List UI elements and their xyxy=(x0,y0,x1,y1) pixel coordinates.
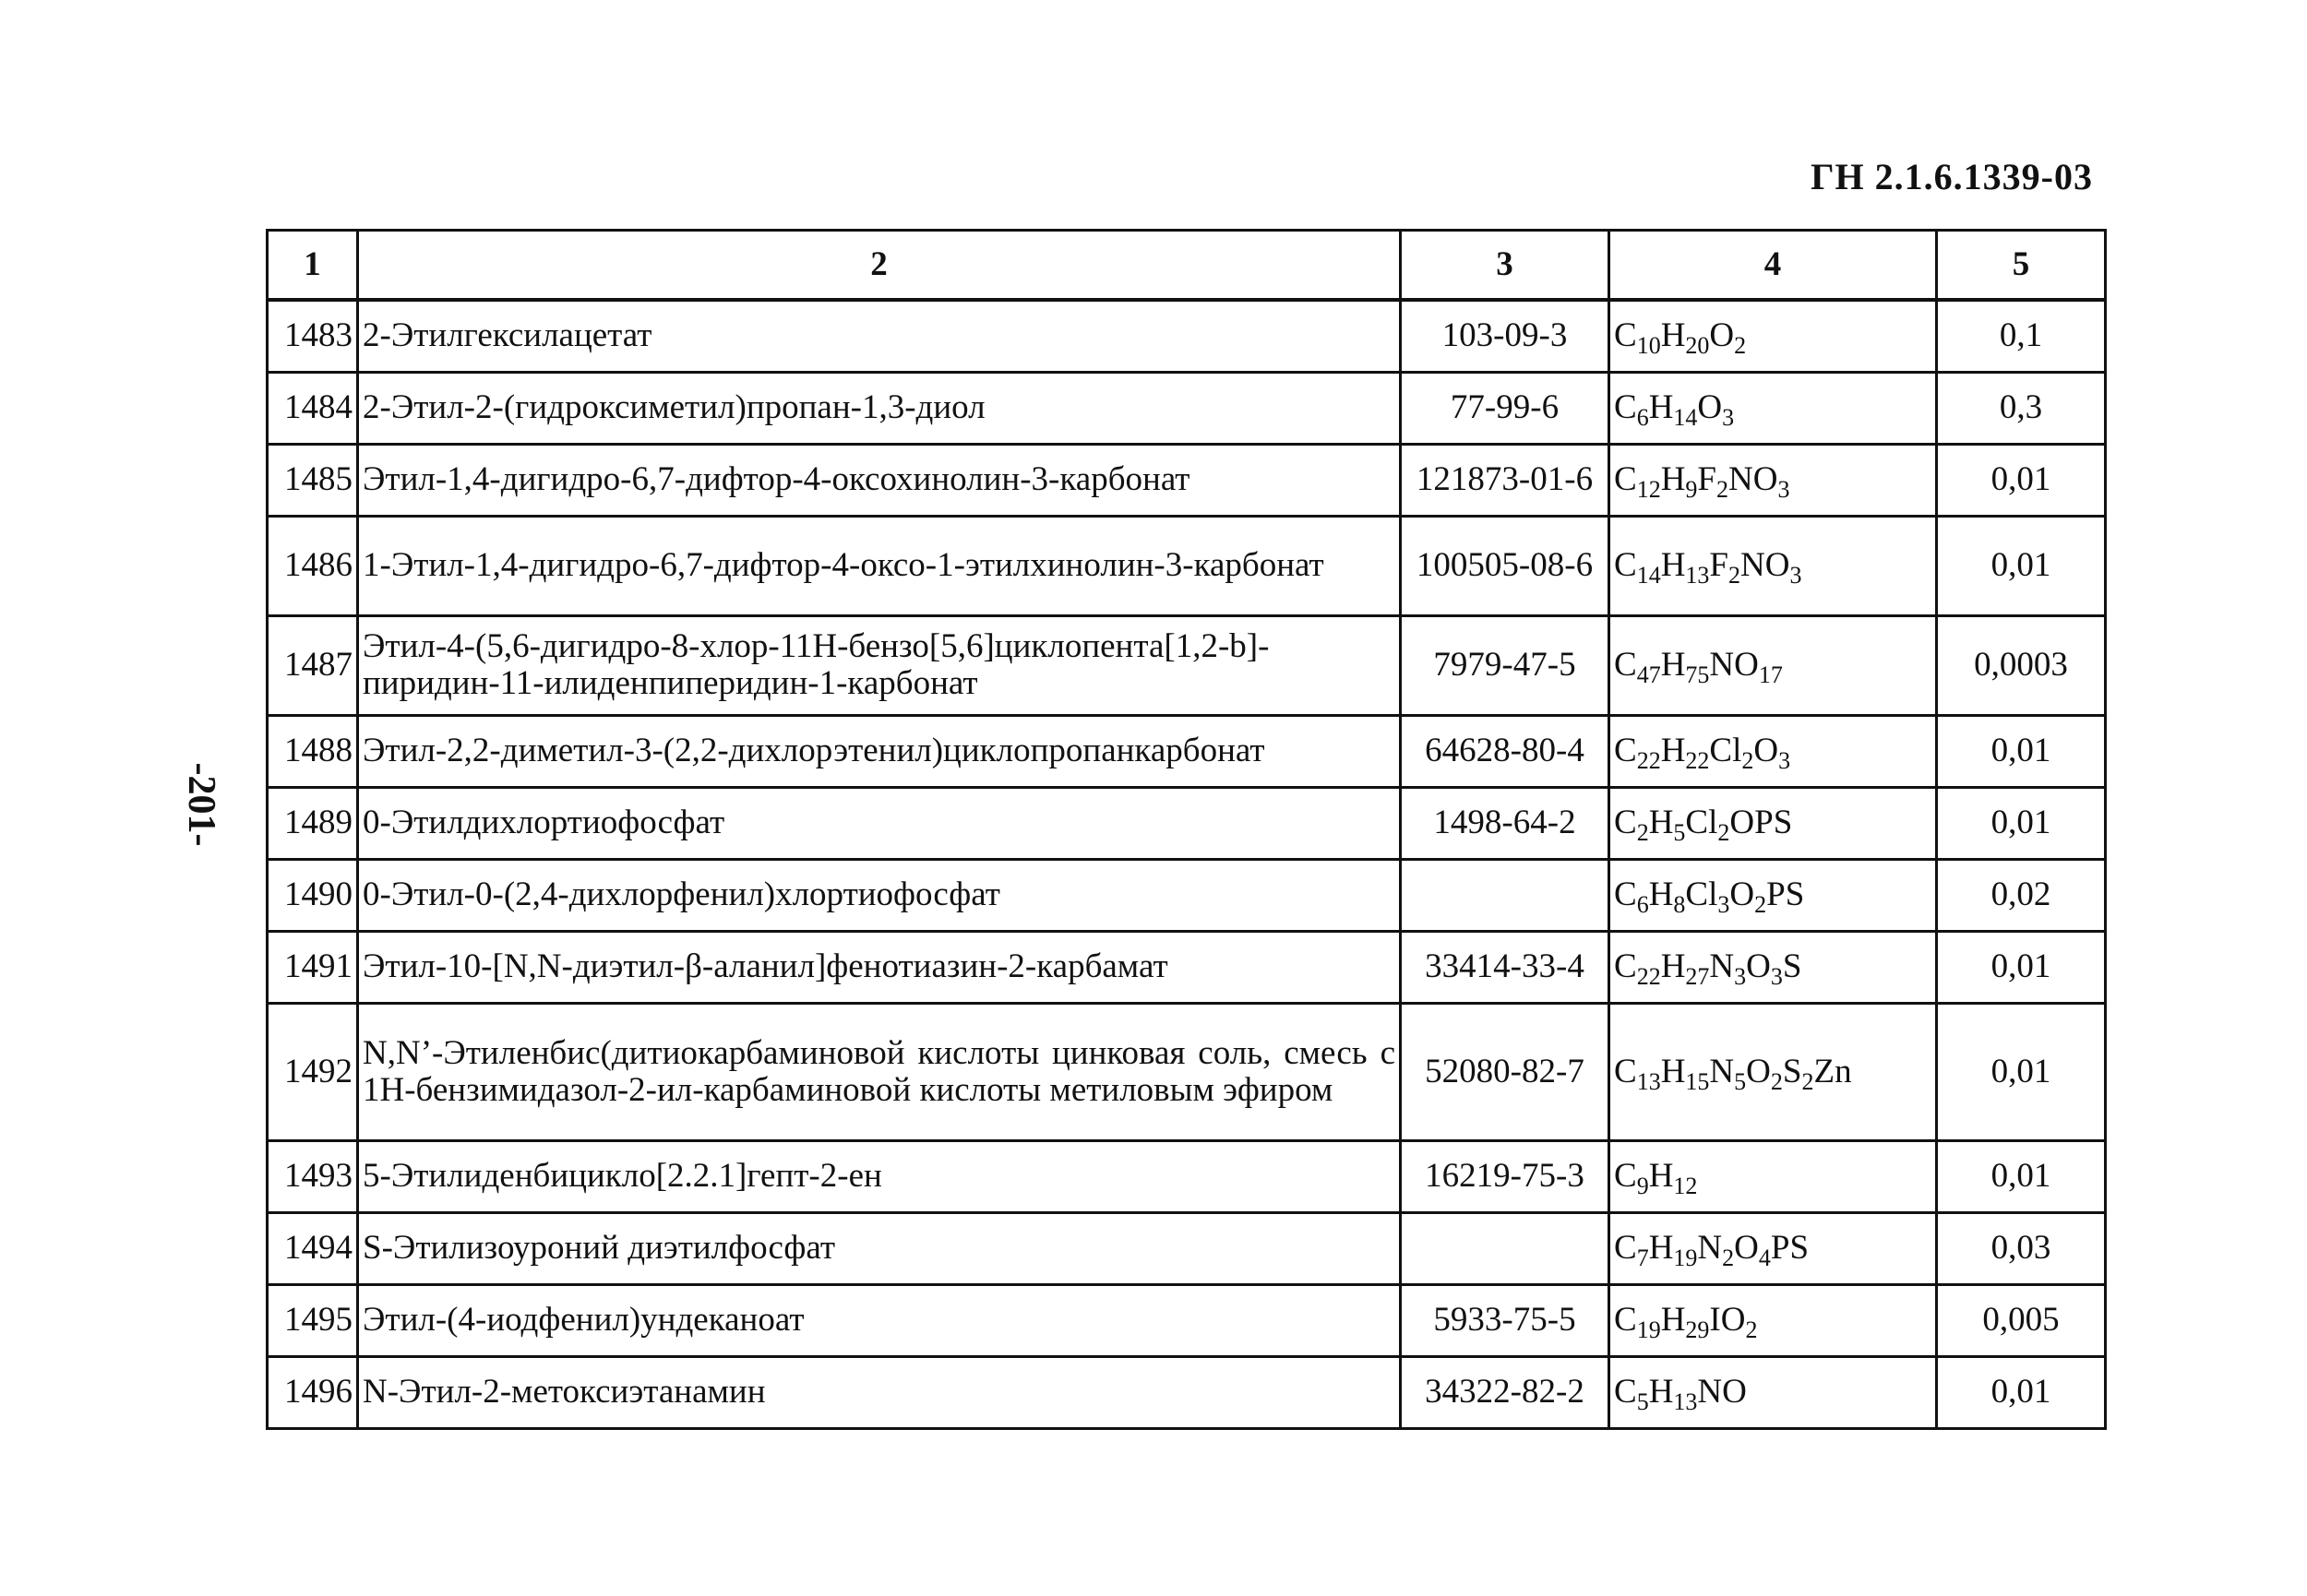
formula-element: C xyxy=(1614,388,1637,426)
limit-value-cell: 0,02 xyxy=(1937,859,2106,931)
limit-value-cell: 0,01 xyxy=(1937,1003,2106,1140)
cas-number-cell xyxy=(1401,1212,1609,1284)
formula-subscript: 14 xyxy=(1636,562,1661,589)
formula-element: C xyxy=(1614,460,1637,498)
formula-element: Cl xyxy=(1709,732,1742,769)
substance-name-cell: N,N’-Этиленбис(дитиокарбаминовой кислоты цинковая соль, смесь с 1Н-бензимидазол-2-ил-карбаминовой кислоты метиловым эфиром xyxy=(358,1003,1401,1140)
formula-element: C xyxy=(1614,732,1637,769)
row-number-cell: 1484 xyxy=(268,372,358,444)
formula-element: Cl xyxy=(1685,804,1718,841)
cas-number-cell: 100505-08-6 xyxy=(1401,516,1609,615)
formula-subscript: 6 xyxy=(1636,404,1649,431)
limit-value-cell: 0,0003 xyxy=(1937,615,2106,715)
formula-element: O xyxy=(1753,732,1779,769)
formula-subscript: 13 xyxy=(1685,562,1710,589)
formula-element: N xyxy=(1697,1229,1723,1267)
formula-element: S xyxy=(1782,947,1802,985)
formula-element: H xyxy=(1648,875,1674,913)
formula-subscript: 4 xyxy=(1758,1245,1771,1271)
formula-element: NO xyxy=(1697,1373,1747,1411)
formula-subscript: 22 xyxy=(1636,963,1661,990)
header-row xyxy=(268,231,2106,301)
table-body xyxy=(268,300,2106,1428)
formula-element: H xyxy=(1660,1052,1686,1090)
formula-subscript: 12 xyxy=(1636,476,1661,503)
formula-element: NO xyxy=(1709,646,1759,684)
formula-cell xyxy=(1609,1356,1937,1428)
row-number-cell: 1490 xyxy=(268,859,358,931)
row-number-cell: 1494 xyxy=(268,1212,358,1284)
substances-table xyxy=(266,229,2107,1430)
formula-subscript: 2 xyxy=(1745,1316,1758,1343)
table-row xyxy=(268,300,2106,372)
formula-element: C xyxy=(1614,947,1637,985)
cas-number-cell: 64628-80-4 xyxy=(1401,715,1609,787)
formula-element: C xyxy=(1614,1373,1637,1411)
formula-subscript: 7 xyxy=(1636,1245,1649,1271)
formula-subscript: 19 xyxy=(1673,1245,1698,1271)
formula-subscript: 75 xyxy=(1685,661,1710,688)
formula-subscript: 3 xyxy=(1789,562,1802,589)
cas-number-cell: 7979-47-5 xyxy=(1401,615,1609,715)
formula-subscript: 2 xyxy=(1728,562,1740,589)
row-number-cell: 1489 xyxy=(268,787,358,859)
limit-value-cell: 0,01 xyxy=(1937,787,2106,859)
formula-subscript: 2 xyxy=(1734,332,1747,360)
formula-subscript: 5 xyxy=(1673,819,1686,846)
formula-subscript: 3 xyxy=(1777,476,1790,503)
formula-element: H xyxy=(1648,1229,1674,1267)
substance-name-cell: Этил-2,2-диметил-3-(2,2-дихлорэтенил)циклопропанкарбонат xyxy=(358,715,1401,787)
formula-subscript: 17 xyxy=(1758,661,1783,688)
formula-element: H xyxy=(1660,316,1686,355)
row-number-cell: 1496 xyxy=(268,1356,358,1428)
substance-name-cell: 5-Этилиденбицикло[2.2.1]гепт-2-ен xyxy=(358,1140,1401,1212)
row-number-cell: 1488 xyxy=(268,715,358,787)
limit-value-cell: 0,3 xyxy=(1937,372,2106,444)
table-row xyxy=(268,859,2106,931)
row-number-cell: 1485 xyxy=(268,444,358,516)
table-row xyxy=(268,787,2106,859)
formula-element: H xyxy=(1660,460,1686,498)
formula-element: IO xyxy=(1709,1301,1746,1339)
formula-element: C xyxy=(1614,1157,1637,1195)
cas-number-cell: 121873-01-6 xyxy=(1401,444,1609,516)
formula-cell xyxy=(1609,1212,1937,1284)
page-number-text: -201- xyxy=(180,762,222,847)
formula-cell xyxy=(1609,444,1937,516)
formula-element: O xyxy=(1709,316,1735,355)
formula-subscript: 2 xyxy=(1741,747,1754,774)
formula-subscript: 2 xyxy=(1754,891,1767,918)
formula-element: H xyxy=(1648,804,1674,841)
table-row xyxy=(268,715,2106,787)
formula-element: H xyxy=(1660,1301,1686,1339)
formula-element: F xyxy=(1709,546,1728,584)
cas-number-cell xyxy=(1401,859,1609,931)
table-header xyxy=(268,231,2106,301)
formula-cell xyxy=(1609,372,1937,444)
table-row xyxy=(268,615,2106,715)
formula-element: H xyxy=(1660,646,1686,684)
cas-number-cell: 52080-82-7 xyxy=(1401,1003,1609,1140)
formula-subscript: 5 xyxy=(1636,1388,1649,1415)
table-row xyxy=(268,444,2106,516)
cas-number-cell: 5933-75-5 xyxy=(1401,1284,1609,1356)
formula-subscript: 12 xyxy=(1673,1173,1698,1199)
formula-subscript: 2 xyxy=(1722,1245,1735,1271)
formula-subscript: 13 xyxy=(1636,1067,1661,1095)
formula-element: NO xyxy=(1740,546,1790,584)
substance-name-cell: Этил-4-(5,6-дигидро-8-хлор-11Н-бензо[5,6]циклопента[1,2-b]-пиридин-11-илиденпиперидин-1-карбонат xyxy=(358,615,1401,715)
substance-name-cell: 2-Этил-2-(гидроксиметил)пропан-1,3-диол xyxy=(358,372,1401,444)
table-row xyxy=(268,1284,2106,1356)
formula-element: PS xyxy=(1770,1229,1810,1267)
column-header-2: 2 xyxy=(358,231,1401,301)
formula-cell xyxy=(1609,615,1937,715)
row-number-cell: 1483 xyxy=(268,300,358,372)
formula-cell xyxy=(1609,300,1937,372)
formula-subscript: 3 xyxy=(1734,963,1747,990)
formula-subscript: 14 xyxy=(1673,404,1698,431)
formula-subscript: 13 xyxy=(1673,1388,1698,1415)
formula-cell xyxy=(1609,715,1937,787)
formula-subscript: 2 xyxy=(1801,1067,1814,1095)
limit-value-cell: 0,01 xyxy=(1937,1356,2106,1428)
formula-element: H xyxy=(1660,732,1686,769)
cas-number-cell: 34322-82-2 xyxy=(1401,1356,1609,1428)
formula-cell xyxy=(1609,1140,1937,1212)
formula-element: H xyxy=(1660,947,1686,985)
formula-element: C xyxy=(1614,875,1637,913)
formula-element: C xyxy=(1614,1229,1637,1267)
row-number-cell: 1491 xyxy=(268,931,358,1003)
limit-value-cell: 0,01 xyxy=(1937,1140,2106,1212)
formula-cell xyxy=(1609,1003,1937,1140)
formula-subscript: 15 xyxy=(1685,1067,1710,1095)
formula-element: C xyxy=(1614,804,1637,841)
limit-value-cell: 0,01 xyxy=(1937,931,2106,1003)
substance-name-cell: 2-Этилгексилацетат xyxy=(358,300,1401,372)
formula-element: NO xyxy=(1728,460,1778,498)
table-row xyxy=(268,1003,2106,1140)
formula-element: OPS xyxy=(1729,804,1793,841)
formula-subscript: 22 xyxy=(1636,747,1661,774)
document-code: ГН 2.1.6.1339-03 xyxy=(1811,156,2093,197)
formula-element: S xyxy=(1782,1052,1802,1090)
formula-subscript: 8 xyxy=(1673,891,1686,918)
formula-subscript: 27 xyxy=(1685,963,1710,990)
substance-name-cell: 0-Этил-0-(2,4-дихлорфенил)хлортиофосфат xyxy=(358,859,1401,931)
formula-cell xyxy=(1609,931,1937,1003)
formula-subscript: 3 xyxy=(1722,404,1735,431)
formula-element: O xyxy=(1746,947,1771,985)
formula-element: C xyxy=(1614,316,1637,355)
formula-subscript: 10 xyxy=(1636,332,1661,360)
limit-value-cell: 0,03 xyxy=(1937,1212,2106,1284)
formula-subscript: 9 xyxy=(1685,476,1698,503)
cas-number-cell: 1498-64-2 xyxy=(1401,787,1609,859)
row-number-cell: 1492 xyxy=(268,1003,358,1140)
formula-subscript: 47 xyxy=(1636,661,1661,688)
substance-name-cell: Этил-(4-иодфенил)ундеканоат xyxy=(358,1284,1401,1356)
formula-element: F xyxy=(1697,460,1716,498)
formula-subscript: 6 xyxy=(1636,891,1649,918)
formula-subscript: 5 xyxy=(1734,1067,1747,1095)
formula-element: O xyxy=(1697,388,1723,426)
column-header-5: 5 xyxy=(1937,231,2106,301)
formula-subscript: 3 xyxy=(1717,891,1730,918)
formula-element: C xyxy=(1614,546,1637,584)
formula-element: Cl xyxy=(1685,875,1718,913)
row-number-cell: 1493 xyxy=(268,1140,358,1212)
formula-subscript: 2 xyxy=(1716,476,1728,503)
formula-element: Zn xyxy=(1813,1052,1852,1090)
column-header-4: 4 xyxy=(1609,231,1937,301)
formula-subscript: 9 xyxy=(1636,1173,1649,1199)
table-row xyxy=(268,1140,2106,1212)
table-row xyxy=(268,931,2106,1003)
formula-cell xyxy=(1609,1284,1937,1356)
formula-element: PS xyxy=(1766,875,1805,913)
formula-cell xyxy=(1609,787,1937,859)
substance-name-cell: 0-Этилдихлортиофосфат xyxy=(358,787,1401,859)
cas-number-cell: 33414-33-4 xyxy=(1401,931,1609,1003)
cas-number-cell: 16219-75-3 xyxy=(1401,1140,1609,1212)
row-number-cell: 1486 xyxy=(268,516,358,615)
formula-element: O xyxy=(1746,1052,1771,1090)
formula-subscript: 3 xyxy=(1778,747,1791,774)
limit-value-cell: 0,01 xyxy=(1937,444,2106,516)
cas-number-cell: 77-99-6 xyxy=(1401,372,1609,444)
limit-value-cell: 0,01 xyxy=(1937,715,2106,787)
table-row xyxy=(268,372,2106,444)
formula-element: N xyxy=(1709,947,1735,985)
substance-name-cell: N-Этил-2-метоксиэтанамин xyxy=(358,1356,1401,1428)
formula-subscript: 20 xyxy=(1685,332,1710,360)
limit-value-cell: 0,01 xyxy=(1937,516,2106,615)
table-row xyxy=(268,1356,2106,1428)
formula-subscript: 3 xyxy=(1770,963,1783,990)
formula-element: C xyxy=(1614,1052,1637,1090)
row-number-cell: 1495 xyxy=(268,1284,358,1356)
formula-subscript: 2 xyxy=(1717,819,1730,846)
formula-cell xyxy=(1609,516,1937,615)
formula-element: C xyxy=(1614,1301,1637,1339)
substance-name-cell: Этил-1,4-дигидро-6,7-дифтор-4-оксохинолин-3-карбонат xyxy=(358,444,1401,516)
formula-subscript: 19 xyxy=(1636,1316,1661,1343)
formula-element: C xyxy=(1614,646,1637,684)
table-row xyxy=(268,1212,2106,1284)
formula-element: O xyxy=(1734,1229,1759,1267)
substance-name-cell: Этил-10-[N,N-диэтил-β-аланил]фенотиазин-2-карбамат xyxy=(358,931,1401,1003)
formula-subscript: 2 xyxy=(1636,819,1649,846)
cas-number-cell: 103-09-3 xyxy=(1401,300,1609,372)
substance-name-cell: S-Этилизоуроний диэтилфосфат xyxy=(358,1212,1401,1284)
column-header-1: 1 xyxy=(268,231,358,301)
formula-element: H xyxy=(1660,546,1686,584)
formula-element: N xyxy=(1709,1052,1735,1090)
limit-value-cell: 0,005 xyxy=(1937,1284,2106,1356)
formula-element: H xyxy=(1648,1157,1674,1195)
formula-element: H xyxy=(1648,388,1674,426)
column-header-3: 3 xyxy=(1401,231,1609,301)
substance-name-cell: 1-Этил-1,4-дигидро-6,7-дифтор-4-оксо-1-этилхинолин-3-карбонат xyxy=(358,516,1401,615)
formula-subscript: 29 xyxy=(1685,1316,1710,1343)
limit-value-cell: 0,1 xyxy=(1937,300,2106,372)
formula-element: H xyxy=(1648,1373,1674,1411)
formula-subscript: 2 xyxy=(1770,1067,1783,1095)
formula-subscript: 22 xyxy=(1685,747,1710,774)
table-row xyxy=(268,516,2106,615)
formula-element: O xyxy=(1729,875,1755,913)
row-number-cell: 1487 xyxy=(268,615,358,715)
formula-cell xyxy=(1609,859,1937,931)
